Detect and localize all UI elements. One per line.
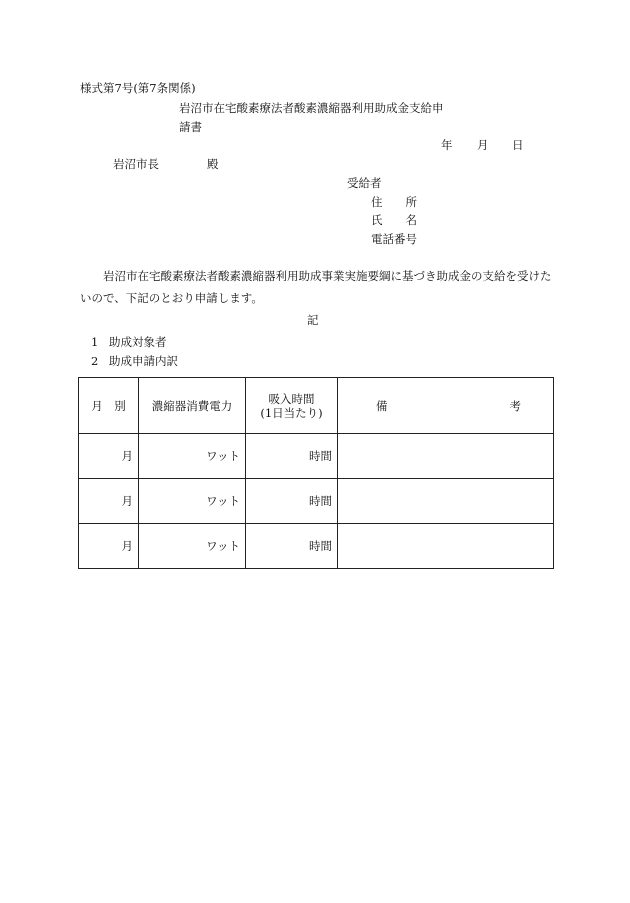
header-inhale-time bbox=[246, 378, 338, 434]
cell-remarks[interactable] bbox=[338, 524, 554, 569]
application-statement-text: 岩沼市在宅酸素療法者酸素濃縮器利用助成事業実施要綱に基づき助成金の支給を受けたいので、下記のとおり申請します。 bbox=[80, 269, 552, 305]
cell-month[interactable]: 月 bbox=[79, 479, 139, 524]
applicant-name-label: 氏 名 bbox=[371, 213, 417, 227]
cell-month[interactable]: 月 bbox=[79, 434, 139, 479]
date-year: 年 bbox=[441, 138, 453, 152]
table-header-row bbox=[79, 378, 554, 434]
subsidy-breakdown-table bbox=[78, 377, 554, 569]
form-number: 様式第7号(第7条関係) bbox=[80, 81, 196, 95]
header-remarks bbox=[338, 378, 554, 434]
document-title-line1: 岩沼市在宅酸素療法者酸素濃縮器利用助成金支給申 bbox=[179, 101, 444, 115]
date-month: 月 bbox=[477, 138, 489, 152]
applicant-phone-label: 電話番号 bbox=[371, 232, 417, 246]
table-row bbox=[79, 524, 554, 569]
cell-remarks[interactable] bbox=[338, 434, 554, 479]
item-subject-number: 1 bbox=[91, 335, 99, 349]
item-breakdown-number: 2 bbox=[91, 354, 99, 368]
header-remarks-b: 考 bbox=[509, 398, 521, 413]
table-row bbox=[79, 479, 554, 524]
header-inhale-line1: 吸入時間 bbox=[268, 391, 315, 406]
header-month: 月 別 bbox=[79, 378, 139, 434]
application-statement bbox=[80, 265, 555, 309]
cell-month[interactable]: 月 bbox=[79, 524, 139, 569]
cell-hours[interactable]: 時間 bbox=[246, 434, 338, 479]
header-remarks-a: 備 bbox=[376, 398, 388, 413]
document-title-line2: 請書 bbox=[179, 120, 202, 134]
cell-power[interactable]: ワット bbox=[139, 479, 246, 524]
addressee-honorific: 殿 bbox=[207, 157, 219, 171]
ki-heading: 記 bbox=[307, 313, 319, 327]
item-subject-label: 助成対象者 bbox=[109, 335, 167, 349]
cell-hours[interactable]: 時間 bbox=[246, 524, 338, 569]
cell-power[interactable]: ワット bbox=[139, 434, 246, 479]
applicant-address-label: 住 所 bbox=[371, 195, 417, 209]
cell-power[interactable]: ワット bbox=[139, 524, 246, 569]
header-inhale-line2: (1日当たり) bbox=[260, 405, 323, 420]
header-power: 濃縮器消費電力 bbox=[139, 378, 246, 434]
cell-hours[interactable]: 時間 bbox=[246, 479, 338, 524]
date-day: 日 bbox=[512, 138, 524, 152]
cell-remarks[interactable] bbox=[338, 479, 554, 524]
applicant-label: 受給者 bbox=[347, 176, 382, 190]
item-breakdown-label: 助成申請内訳 bbox=[109, 354, 178, 368]
table-row bbox=[79, 434, 554, 479]
addressee-name: 岩沼市長 bbox=[113, 157, 159, 171]
